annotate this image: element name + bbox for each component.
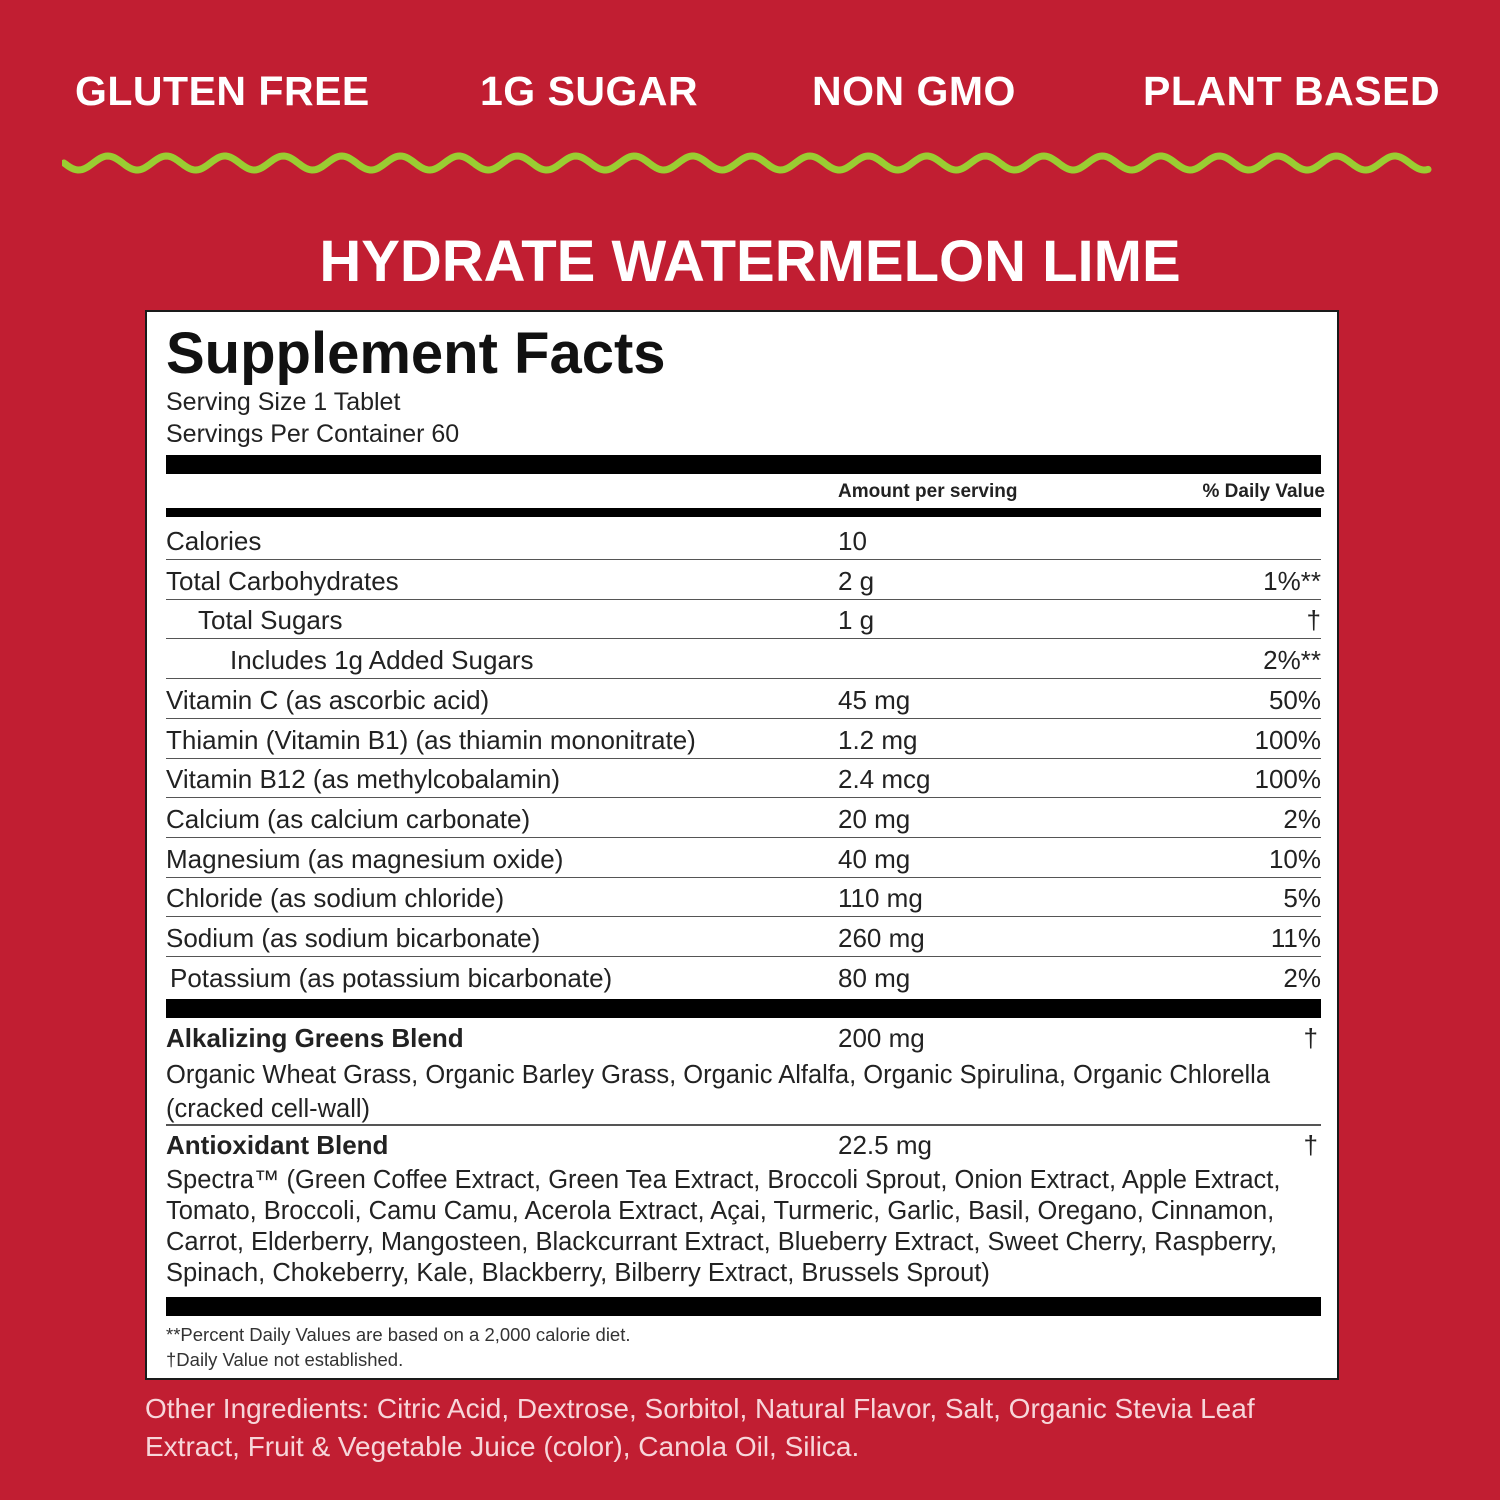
antioxidant-blend-amount: 22.5 mg: [838, 1130, 932, 1160]
nutrient-amount: 20 mg: [838, 803, 911, 834]
nutrient-name: Vitamin B12 (as methylcobalamin): [166, 764, 561, 795]
nutrient-row: [166, 877, 1321, 917]
badge-1g-sugar: 1G SUGAR: [480, 68, 699, 114]
nutrient-daily-value: †: [1306, 605, 1321, 636]
nutrient-amount: 2.4 mcg: [838, 764, 931, 795]
nutrient-row: [166, 599, 1321, 639]
footnote-daily-values: **Percent Daily Values are based on a 2,000 calorie diet.: [166, 1324, 631, 1345]
nutrient-amount: 110 mg: [838, 883, 923, 914]
antioxidant-blend-name: Antioxidant Blend: [166, 1130, 389, 1160]
nutrient-daily-value: 11%: [1270, 923, 1321, 953]
nutrient-row: [166, 798, 1321, 838]
wave-divider: [62, 148, 1432, 188]
other-ingredients: Other Ingredients: Citric Acid, Dextrose, Sorbitol, Natural Flavor, Salt, Organic Stevia Leaf Extract, Fruit & Vegetable Juice (color), Canola Oil, Silica.: [145, 1393, 1255, 1462]
medium-rule: [166, 508, 1321, 517]
badge-gluten-free: GLUTEN FREE: [75, 68, 370, 114]
panel-title: Supplement Facts: [166, 321, 666, 386]
footnote-not-established: †Daily Value not established.: [166, 1349, 404, 1370]
thick-rule: [166, 999, 1321, 1018]
nutrient-daily-value: 5%: [1283, 883, 1321, 914]
header-amount: Amount per serving: [838, 481, 1018, 502]
badge-plant-based: PLANT BASED: [1143, 68, 1441, 114]
nutrient-name: Chloride (as sodium chloride): [166, 883, 505, 914]
nutrient-row: [166, 520, 1321, 560]
nutrient-row: [166, 957, 1321, 997]
nutrient-name: Vitamin C (as ascorbic acid): [166, 684, 490, 715]
badge-non-gmo: NON GMO: [812, 68, 1016, 114]
header-daily-value: % Daily Value: [1202, 481, 1325, 502]
nutrient-row: [166, 560, 1321, 600]
row-divider: [166, 1124, 1321, 1126]
nutrient-daily-value: 2%: [1283, 803, 1321, 834]
nutrient-daily-value: 50%: [1268, 684, 1321, 715]
nutrient-amount: 1 g: [838, 605, 875, 636]
nutrient-amount: 45 mg: [838, 684, 911, 715]
greens-blend-amount: 200 mg: [838, 1023, 925, 1053]
nutrient-amount: 80 mg: [838, 962, 911, 993]
nutrient-name: Sodium (as sodium bicarbonate): [166, 923, 541, 953]
nutrient-name: Calories: [166, 526, 262, 556]
nutrient-name: Calcium (as calcium carbonate): [166, 803, 531, 834]
nutrient-name: Potassium (as potassium bicarbonate): [170, 962, 613, 993]
nutrient-name: Total Sugars: [198, 605, 343, 636]
serving-size: Serving Size 1 Tablet: [166, 388, 401, 416]
antioxidant-blend-ingredients: Spectra™ (Green Coffee Extract, Green Tea Extract, Broccoli Sprout, Onion Extract, Apple Extract, Tomato, Broccoli, Camu Camu, Acerola Extract, Açai, Turmeric, Garlic, Basil, Oregano, Cinnamon, Carrot, Elderberry, Mangosteen, Blackcurrant Extract, Blueberry Extract, Sweet Cherry, Raspberry, Spinach, Chokeberry, Kale, Blackberry, Bilberry Extract, Brussels Sprout): [166, 1166, 1281, 1287]
nutrient-daily-value: 2%: [1283, 962, 1321, 993]
nutrient-row: [166, 719, 1321, 759]
greens-blend-name: Alkalizing Greens Blend: [166, 1023, 464, 1053]
nutrient-amount: 40 mg: [838, 843, 911, 874]
nutrient-amount: 260 mg: [838, 923, 925, 953]
nutrient-name: Total Carbohydrates: [166, 565, 399, 596]
nutrient-daily-value: 100%: [1254, 724, 1321, 755]
claims-row: [0, 68, 1500, 118]
nutrient-amount: 1.2 mg: [838, 724, 918, 755]
thick-rule: [166, 1297, 1321, 1316]
nutrient-amount: 10: [838, 526, 867, 556]
greens-blend-ingredients: Organic Wheat Grass, Organic Barley Grass, Organic Alfalfa, Organic Spirulina, Organic Chlorella (cracked cell-wall): [166, 1061, 1271, 1123]
nutrient-row: [166, 639, 1321, 679]
product-title: HYDRATE WATERMELON LIME: [319, 229, 1181, 294]
nutrient-name: Magnesium (as magnesium oxide): [166, 843, 564, 874]
nutrient-name: Includes 1g Added Sugars: [230, 645, 534, 676]
nutrient-row: [166, 838, 1321, 878]
nutrient-amount: 2 g: [838, 565, 875, 596]
nutrient-daily-value: 2%**: [1263, 645, 1321, 676]
greens-blend-dv: †: [1303, 1023, 1318, 1053]
nutrient-row: [166, 758, 1321, 798]
antioxidant-blend-dv: †: [1303, 1130, 1318, 1160]
nutrient-row: [166, 679, 1321, 719]
nutrient-daily-value: 10%: [1268, 843, 1321, 874]
nutrient-daily-value: 100%: [1254, 764, 1321, 795]
nutrient-name: Thiamin (Vitamin B1) (as thiamin mononitrate): [166, 724, 696, 755]
nutrient-daily-value: 1%**: [1263, 565, 1321, 596]
servings-per-container: Servings Per Container 60: [166, 420, 460, 448]
supplement-facts-panel: [145, 310, 1339, 1380]
thick-rule: [166, 455, 1321, 474]
nutrient-row: [166, 917, 1321, 957]
